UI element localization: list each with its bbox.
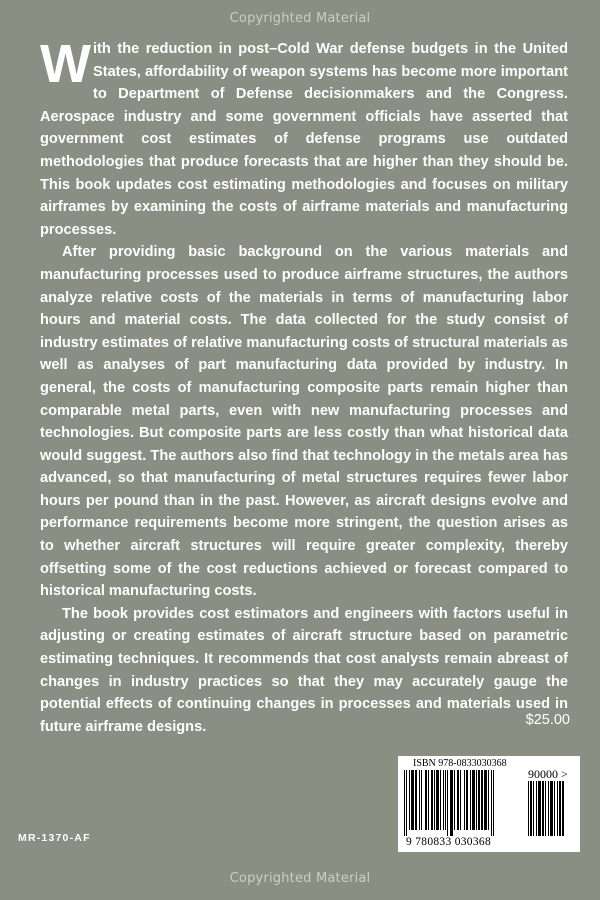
barcode-bar bbox=[542, 781, 544, 836]
barcode-bar bbox=[406, 770, 407, 836]
dropcap-letter: W bbox=[40, 34, 91, 94]
watermark-bottom: Copyrighted Material bbox=[229, 871, 371, 886]
barcode-bar bbox=[488, 770, 489, 830]
barcode-bar bbox=[530, 781, 532, 836]
barcode-bar bbox=[557, 781, 558, 836]
barcode-bar bbox=[528, 781, 529, 836]
barcode-bar bbox=[533, 781, 534, 836]
barcode-bar bbox=[478, 770, 480, 830]
paragraph-1-text: ith the reduction in post–Cold War defense budgets in the United States, affordability of weapon systems has become more important to Department of Defense decisionmakers and the Congress. Aerospace industry and some government officials have asserted that government cost estimates of defense programs use outdated methodologies that produce forecasts that are higher than they should be. This book updates cost estimating methodologies and focuses on military airframes by examining the costs of airframe materials and manufacturing processes. bbox=[40, 41, 568, 238]
barcode-bar bbox=[476, 770, 477, 830]
back-cover-blurb bbox=[40, 34, 568, 738]
barcode-bar bbox=[434, 770, 435, 830]
barcode-bar bbox=[538, 781, 541, 836]
barcode-bar bbox=[447, 770, 448, 836]
barcode-bar bbox=[425, 770, 427, 830]
barcode-bar bbox=[428, 770, 429, 830]
barcode-bar bbox=[404, 770, 405, 836]
blurb-paragraph-1 bbox=[40, 34, 568, 241]
price-label: $25.00 bbox=[525, 712, 570, 728]
barcode-bar bbox=[436, 770, 439, 830]
barcode-supplement-bars bbox=[526, 781, 572, 836]
barcode-bar bbox=[562, 781, 564, 836]
watermark-top: Copyrighted Material bbox=[229, 11, 371, 26]
barcode-bar bbox=[491, 770, 492, 836]
barcode-bar bbox=[415, 770, 417, 830]
barcode-bar bbox=[466, 770, 468, 830]
barcode-bar bbox=[450, 770, 453, 836]
barcode-bar bbox=[559, 781, 561, 836]
blurb-paragraph-2: After providing basic background on the various materials and manufacturing processes used to produce airframe structures, the authors analyze relative costs of the materials in terms of manufacturing labor hours and material costs. The data collected for the study consist of industry estimates of relative manufacturing costs of structural materials as well as analyses of part manufacturing data provided by industry. In general, the costs of manufacturing composite parts remain higher than comparable metal parts, even with new manufacturing processes and technologies. But composite parts are less costly than what historical data would suggest. The authors also find that technology in the metals area has advanced, so that manufacturing of metal structures requires fewer labor hours per pound than in the past. However, as aircraft designs evolve and performance requirements become more stringent, the question arises as to whether aircraft structures will require greater complexity, thereby offsetting some of the cost reductions achieved or forecast compared to historical manufacturing costs. bbox=[40, 244, 568, 600]
catalog-number: MR-1370-AF bbox=[18, 832, 91, 844]
barcode-main-bars bbox=[402, 770, 522, 836]
supplement-code: 90000 > bbox=[528, 767, 568, 781]
barcode-digits: 9 780833 030368 bbox=[406, 836, 491, 848]
barcode-bar bbox=[472, 770, 475, 830]
barcode-bar bbox=[445, 770, 446, 830]
barcode-bar bbox=[409, 770, 410, 830]
barcode-bar bbox=[554, 781, 555, 836]
barcode-bar bbox=[454, 770, 455, 830]
barcode-bar bbox=[419, 770, 420, 830]
isbn-barcode bbox=[398, 756, 580, 852]
barcode-bar bbox=[484, 770, 487, 830]
barcode-bar bbox=[457, 770, 459, 830]
isbn-label: ISBN 978-0833030368 bbox=[413, 758, 507, 769]
barcode-bar bbox=[550, 781, 553, 836]
barcode-bar bbox=[443, 770, 444, 830]
barcode-bar bbox=[536, 781, 537, 836]
blurb-paragraph-3: The book provides cost estimators and engineers with factors useful in adjusting or creating estimates of aircraft structure based on parametric estimating techniques. It recommends that cost analysts remain abreast of changes in industry practices so that they may accurately gauge the potential effects of continuing changes in processes and materials used in future airframe designs. bbox=[40, 605, 568, 735]
barcode-bar bbox=[493, 770, 494, 836]
barcode-bar bbox=[431, 770, 433, 830]
barcode-bar bbox=[464, 770, 465, 830]
barcode-bar bbox=[470, 770, 471, 830]
barcode-bar bbox=[481, 770, 483, 830]
barcode-bar bbox=[440, 770, 441, 830]
barcode-bar bbox=[421, 770, 422, 830]
barcode-bar bbox=[411, 770, 414, 830]
barcode-bar bbox=[545, 781, 546, 836]
barcode-bar bbox=[460, 770, 461, 830]
barcode-bar bbox=[548, 781, 549, 836]
